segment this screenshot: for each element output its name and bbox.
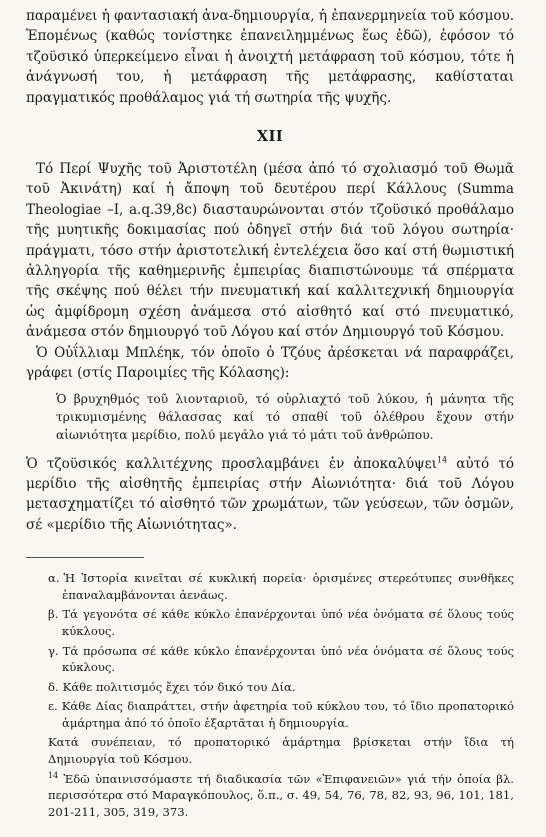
note-text: Τά πρόσωπα σέ κάθε κύκλο ἐπανέρχονται ὑπό νέα ὀνόματα σέ ὅλους τούς κύκλους. xyxy=(62,643,514,675)
note-item xyxy=(48,643,514,676)
paragraph-4-end: αὐτό τό μερίδιο τῆς αἰσθητῆς ἐμπειρίας στήν Αἰωνιότητα· διά τοῦ Λόγου μετασχηματίζει τό αἰσθητό τῶν χρωμάτων, τῶν γεύσεων, τῶν ὀσμῶν, σέ «μερίδιο τῆς Αἰωνιότητας». xyxy=(26,455,514,533)
section-heading: XII xyxy=(256,128,284,146)
paragraph-1: παραμένει ἡ φαντασιακή ἀνα-δημιουργία, ἡ ἐπανερμηνεία τοῦ κόσμου. Ἐπομένως (καθώς τονίστηκε ἐπανειλημμένως ἕως ἐδῶ), ἐφόσον τό τζοϋσικό ὑπερκείμενο εἶναι ἡ ἀνοιχτή μετάφραση τοῦ κόσμου, τότε ἡ ἀνάγνωσή του, ἡ μετάφραση τῆς μετάφρασης, καθίσταται πραγματικός προθάλαμος γιά τή σωτηρία τῆς ψυχῆς. xyxy=(26,8,514,106)
note-text: Ἡ Ἱστορία κινεῖται σέ κυκλική πορεία· ὁρισμένες στερεότυπες συνθῆκες ἐπαναλαμβάνονται ἀενάως. xyxy=(62,571,514,602)
note-label: β. xyxy=(48,607,59,622)
footnote-text: Ἐδῶ ὑπαινισσόμαστε τή διαδικασία τῶν «Ἐπιφανειῶν» γιά τήν ὁποία βλ. περισσότερα στό Μαραγκόπουλος, ὅ.π., σ. 49, 54, 76, 78, 82, 93, 96, 101, 181, 201-211, 305, 319, 373. xyxy=(48,771,514,819)
paragraph-3: Ὁ Οὐΐλλιαμ Μπλέηκ, τόν ὁποῖο ὁ Τζόυς ἀρέσκεται νά παραφράζει, γράφει (στίς Παροιμίες τῆς Κόλασης): xyxy=(26,344,514,382)
note-item xyxy=(48,570,514,603)
note-item xyxy=(48,698,514,731)
note-label: ε. xyxy=(48,699,58,714)
note-text: Κάθε Δίας διαπράττει, στήν ἀφετηρία τοῦ κύκλου του, τό ἴδιο προπατορικό ἁμάρτημα ἀπό τό ὁποῖο ἐξαρτᾶται ἡ δημιουργία. xyxy=(61,699,514,730)
paragraph-2: Τό Περί Ψυχῆς τοῦ Ἀριστοτέλη (μέσα ἀπό τό σχολιασμό τοῦ Θωμᾶ τοῦ Ἀκινάτη) καί ἡ ἄποψη τοῦ δευτέρου περί Κάλλους (Summa Theologiae –I, a.q.39,8c) διασταυρώνονται στόν τζοϋσικό προθάλαμο τῆς μυητικῆς δοκιμασίας πού ὁδηγεῖ στήν διά τοῦ λόγου σωτηρία· πράγματι, τόσο στήν ἀριστοτελική ἐντελέχεια ὅσο καί στή θωμιστική ἀλληγορία τῆς καθημερινῆς ἐμπειρίας διαπιστώνουμε τά σπέρματα τῆς σκέψης πού θέλει τήν πνευματική καί καλλιτεχνική δημιουργία ὡς ἀμφίδρομη σχέση ἀνάμεσα στό αἰσθητό καί στό πνευματικό, ἀνάμεσα στόν δημιουργό τοῦ Λόγου καί στόν Δημιουργό τοῦ Κόσμου. xyxy=(26,161,514,341)
note-label: δ. xyxy=(48,679,59,694)
paragraph-4 xyxy=(26,454,514,536)
paragraph-4-start: Ὁ τζοϋσικός καλλιτέχνης προσλαμβάνει ἐν ἀποκαλύψει xyxy=(26,455,437,472)
note-item xyxy=(48,606,514,639)
footnote-14 xyxy=(48,771,514,821)
footnote-divider xyxy=(26,557,144,558)
blake-quote: Ὁ βρυχηθμός τοῦ λιονταριοῦ, τό οὐρλιαχτό τοῦ λύκου, ἡ μάνητα τῆς τρικυμισμένης θάλασσας καί τό σπαθί τοῦ ὀλέθρου ἔχουν στήν αἰωνιότητα μερίδιο, πολύ μεγάλο γιά τό μάτι τοῦ ἀνθρώπου. xyxy=(56,391,514,442)
note-text: Κάθε πολιτισμός ἔχει τόν δικό του Δία. xyxy=(62,679,296,694)
footnotes xyxy=(26,570,514,820)
note-label: α. xyxy=(48,571,60,586)
note-item xyxy=(48,679,514,696)
note-label: γ. xyxy=(48,643,59,658)
footnote-number: 14 xyxy=(48,770,59,780)
note-text: Τά γεγονότα σέ κάθε κύκλο ἐπανέρχονται ὑπό νέα ὀνόματα σέ ὅλους τούς κύκλους. xyxy=(62,607,514,638)
footnote-ref-14[interactable]: 14 xyxy=(436,454,448,464)
notes-conclusion: Κατά συνέπειαν, τό προπατορικό ἁμάρτημα βρίσκεται στήν ἴδια τή Δημιουργία τοῦ Κόσμου. xyxy=(48,735,514,767)
